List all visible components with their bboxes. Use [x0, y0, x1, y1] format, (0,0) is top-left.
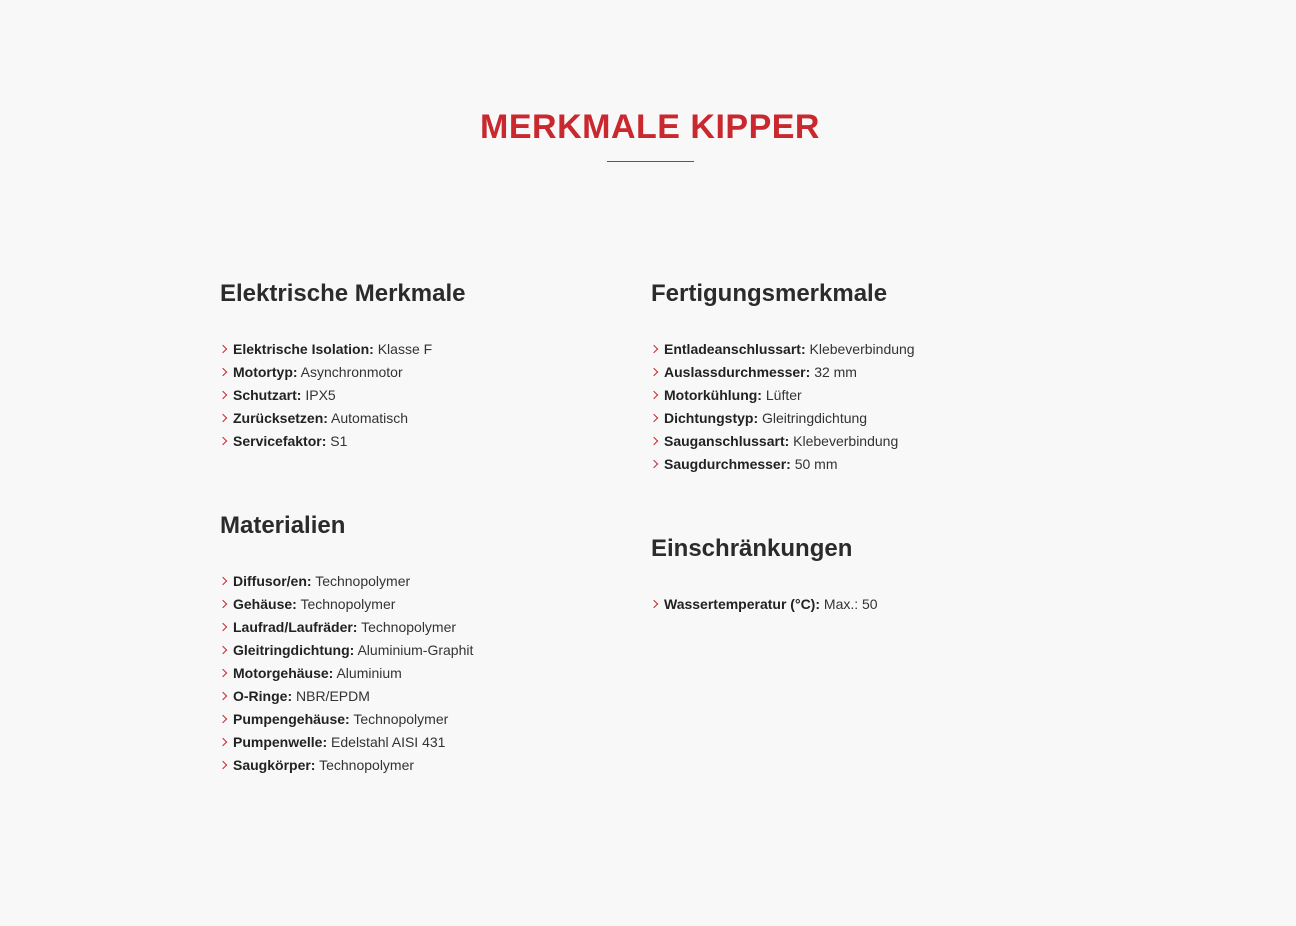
feature-list-item [220, 593, 640, 616]
chevron-right-icon [650, 600, 658, 608]
feature-list-item [651, 407, 1071, 430]
chevron-right-icon [219, 715, 227, 723]
chevron-right-icon [219, 414, 227, 422]
feature-list-item [220, 361, 640, 384]
chevron-right-icon [650, 437, 658, 445]
chevron-right-icon [219, 646, 227, 654]
section-elektrische-merkmale [220, 279, 640, 449]
feature-list [651, 338, 1071, 476]
chevron-right-icon [650, 414, 658, 422]
feature-value: Technopolymer [319, 757, 415, 773]
feature-value: Automatisch [331, 410, 409, 426]
feature-value: Gleitringdichtung [762, 410, 868, 426]
feature-list-item [651, 453, 1071, 476]
feature-list-item [220, 639, 640, 662]
chevron-right-icon [219, 391, 227, 399]
feature-list-item [220, 662, 640, 685]
feature-list-item [651, 593, 1071, 616]
chevron-right-icon [650, 391, 658, 399]
section-heading: Einschränkungen [651, 535, 853, 562]
feature-list-item [220, 338, 640, 361]
section-fertigungsmerkmale [651, 279, 1071, 472]
feature-key: Motortyp: [233, 364, 298, 380]
feature-list-item [220, 685, 640, 708]
title-underline [607, 161, 694, 162]
feature-key: Auslassdurchmesser: [664, 364, 811, 380]
feature-value: Klebeverbindung [793, 433, 899, 449]
feature-list-item [220, 407, 640, 430]
feature-key: Schutzart: [233, 387, 302, 403]
feature-key: O-Ringe: [233, 688, 293, 704]
feature-key: Wassertemperatur (°C): [664, 596, 821, 612]
chevron-right-icon [650, 368, 658, 376]
feature-key: Pumpenwelle: [233, 734, 328, 750]
feature-list-item [651, 361, 1071, 384]
feature-list-item [220, 384, 640, 407]
feature-key: Laufrad/Laufräder: [233, 619, 358, 635]
feature-value: Aluminium [336, 665, 402, 681]
feature-key: Gleitringdichtung: [233, 642, 355, 658]
chevron-right-icon [219, 623, 227, 631]
chevron-right-icon [219, 345, 227, 353]
feature-value: Klasse F [377, 341, 433, 357]
feature-value: Lüfter [765, 387, 802, 403]
chevron-right-icon [219, 437, 227, 445]
feature-value: Technopolymer [361, 619, 457, 635]
feature-key: Motorgehäuse: [233, 665, 334, 681]
section-heading: Materialien [220, 512, 346, 539]
chevron-right-icon [650, 460, 658, 468]
feature-list [220, 338, 640, 453]
feature-key: Gehäuse: [233, 596, 297, 612]
feature-value: Technopolymer [300, 596, 396, 612]
chevron-right-icon [219, 600, 227, 608]
feature-value: Technopolymer [353, 711, 449, 727]
feature-list-item [220, 616, 640, 639]
feature-value: S1 [330, 433, 348, 449]
feature-key: Zurücksetzen: [233, 410, 328, 426]
feature-key: Pumpengehäuse: [233, 711, 350, 727]
chevron-right-icon [219, 577, 227, 585]
feature-value: Klebeverbindung [809, 341, 915, 357]
feature-key: Dichtungstyp: [664, 410, 759, 426]
chevron-right-icon [219, 368, 227, 376]
feature-list [651, 593, 1071, 616]
feature-key: Elektrische Isolation: [233, 341, 374, 357]
feature-list-item [651, 430, 1071, 453]
page-title: MERKMALE KIPPER [480, 108, 820, 146]
feature-value: Aluminium-Graphit [357, 642, 474, 658]
feature-list-item [220, 708, 640, 731]
section-heading: Fertigungsmerkmale [651, 280, 888, 307]
feature-key: Entladeanschlussart: [664, 341, 806, 357]
feature-value: Edelstahl AISI 431 [331, 734, 446, 750]
feature-value: IPX5 [305, 387, 336, 403]
feature-key: Servicefaktor: [233, 433, 327, 449]
chevron-right-icon [219, 738, 227, 746]
feature-list-item [220, 754, 640, 777]
feature-key: Sauganschlussart: [664, 433, 790, 449]
feature-list-item [651, 384, 1071, 407]
feature-value: Asynchronmotor [300, 364, 403, 380]
chevron-right-icon [219, 692, 227, 700]
feature-list-item [220, 570, 640, 593]
section-heading: Elektrische Merkmale [220, 280, 466, 307]
feature-value: Max.: 50 [823, 596, 878, 612]
feature-value: Technopolymer [315, 573, 411, 589]
feature-list-item [220, 430, 640, 453]
feature-key: Saugdurchmesser: [664, 456, 791, 472]
section-einschraenkungen [651, 534, 1071, 612]
feature-list [220, 570, 640, 777]
feature-key: Saugkörper: [233, 757, 316, 773]
chevron-right-icon [219, 761, 227, 769]
chevron-right-icon [219, 669, 227, 677]
feature-list-item [220, 731, 640, 754]
feature-value: 32 mm [814, 364, 857, 380]
section-materialien [220, 511, 640, 773]
feature-list-item [651, 338, 1071, 361]
feature-key: Motorkühlung: [664, 387, 762, 403]
feature-value: 50 mm [794, 456, 838, 472]
chevron-right-icon [650, 345, 658, 353]
feature-key: Diffusor/en: [233, 573, 312, 589]
feature-value: NBR/EPDM [296, 688, 370, 704]
